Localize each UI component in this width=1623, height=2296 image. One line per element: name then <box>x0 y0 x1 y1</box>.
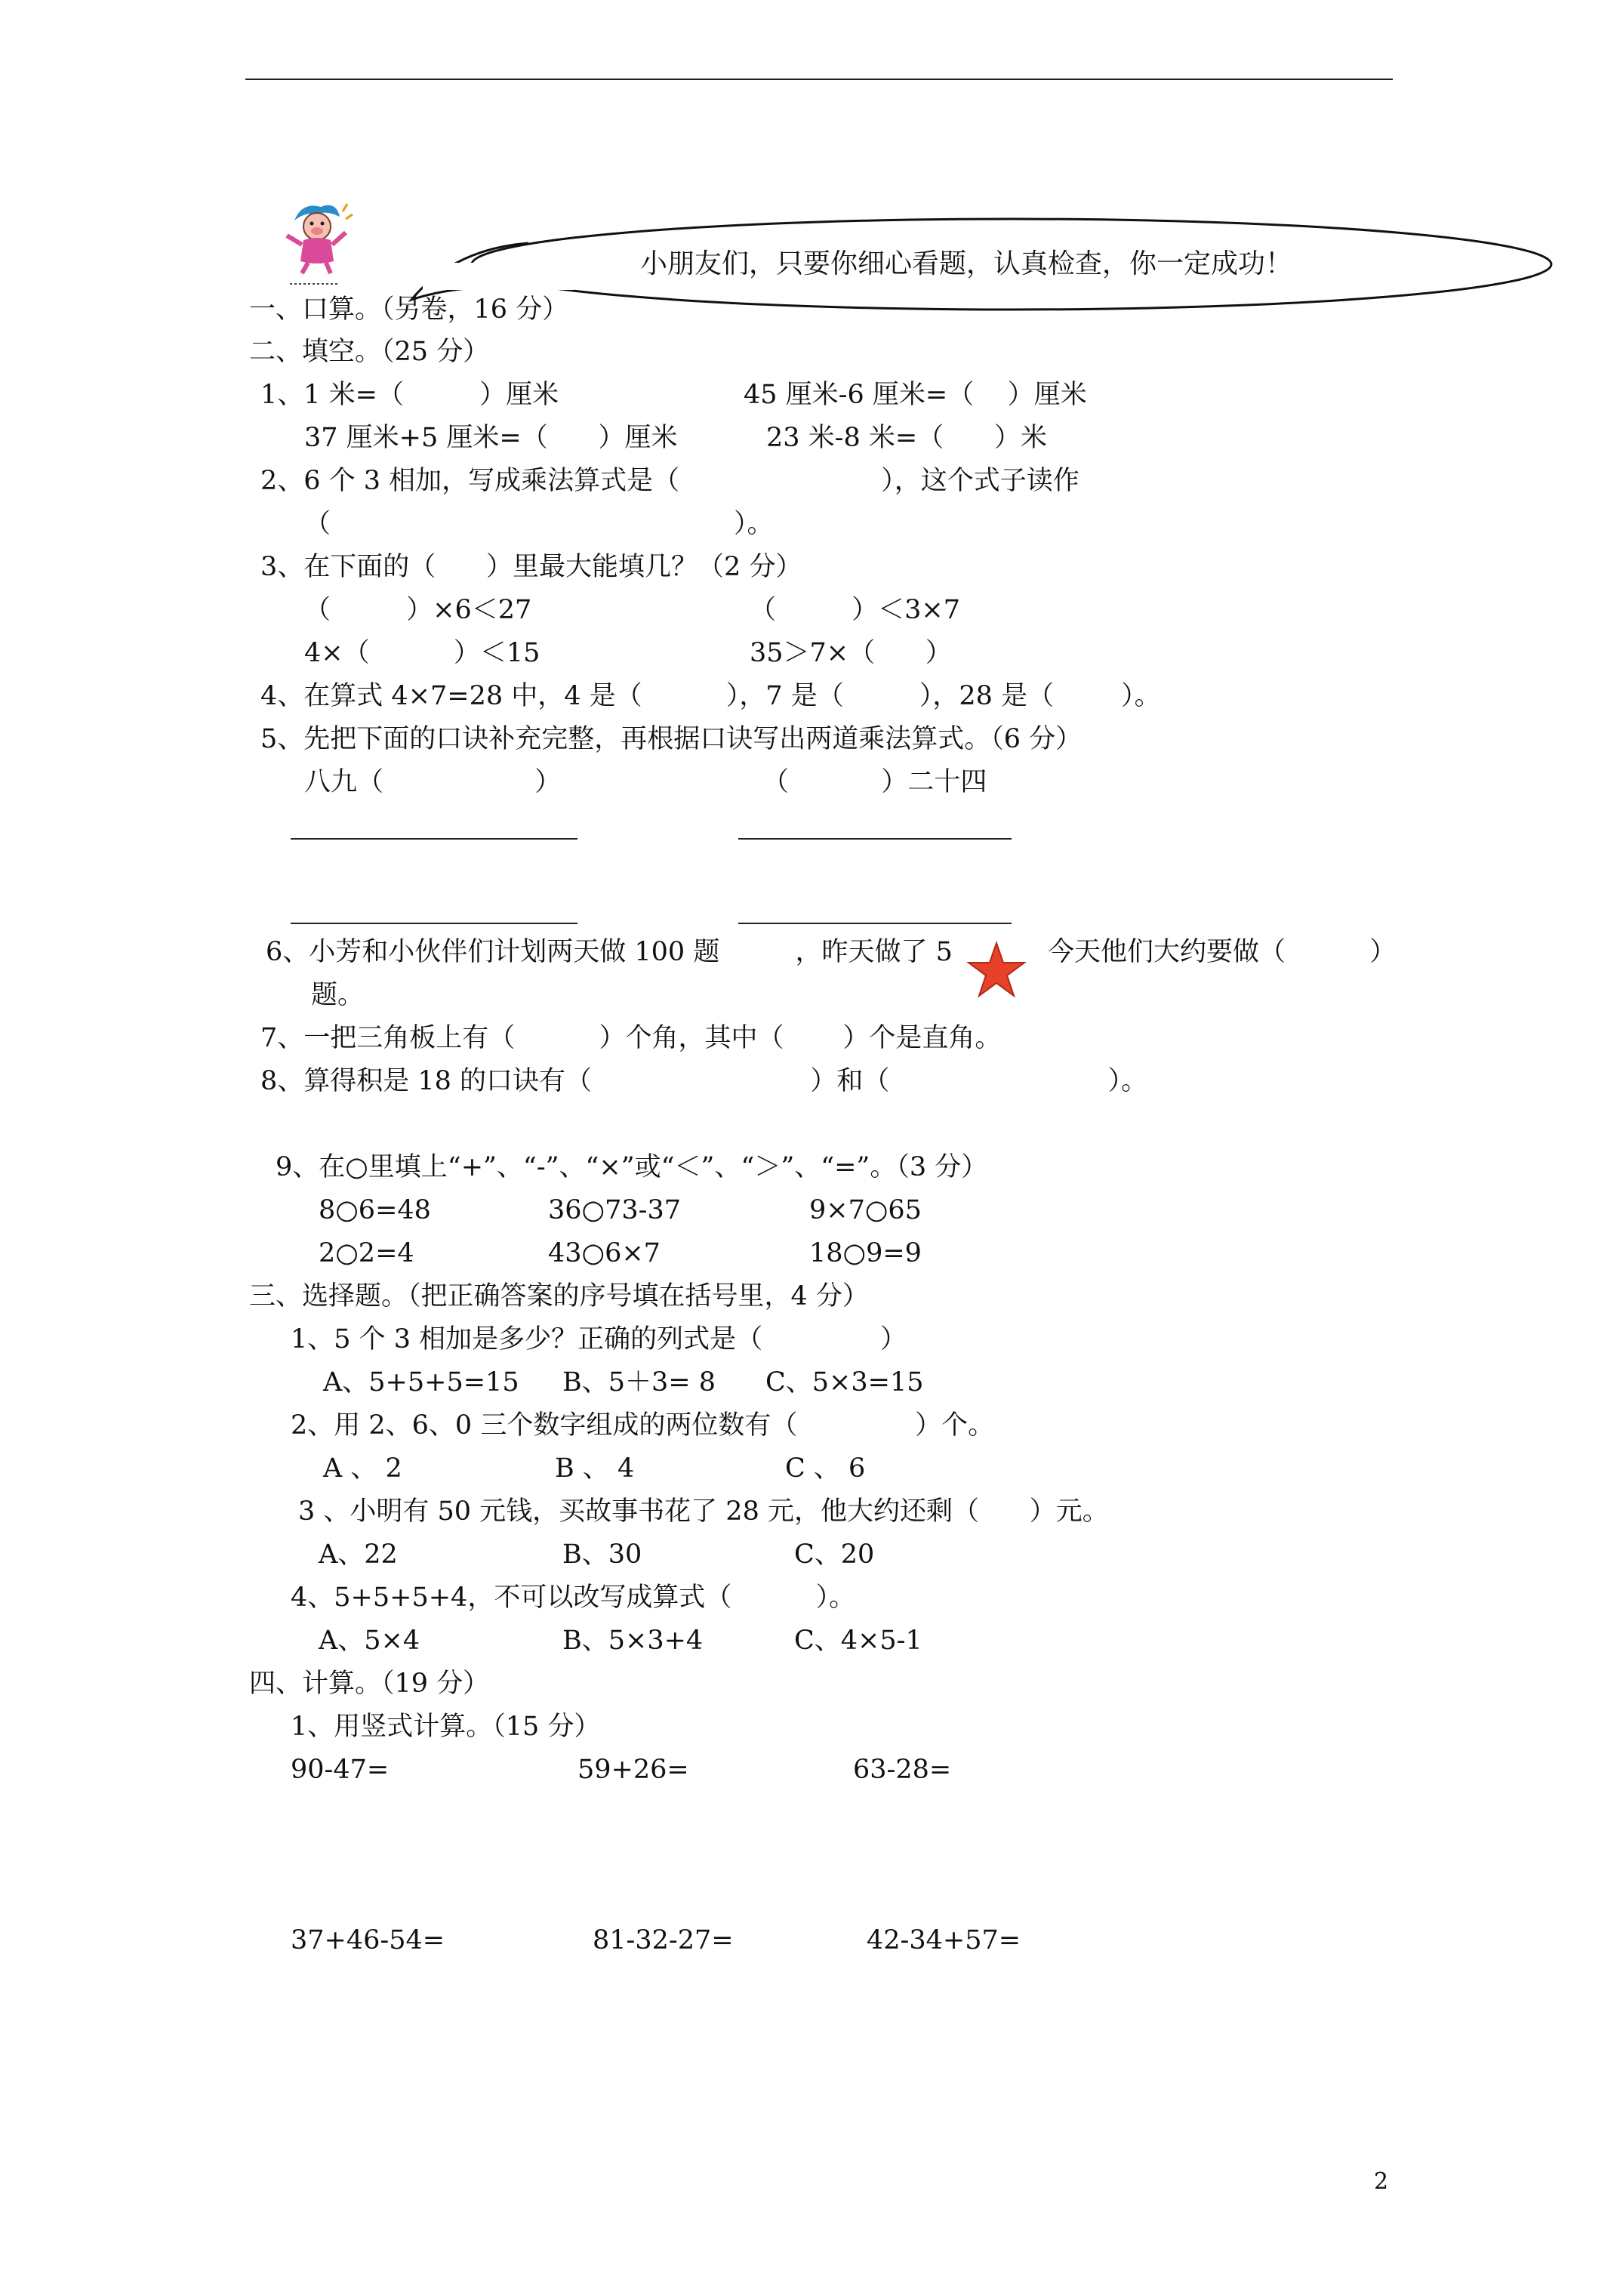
choice-c3a: A、22 <box>319 1539 398 1570</box>
fill-q9d: 2○2=4 <box>319 1238 414 1268</box>
fill-q9f: 18○9=9 <box>809 1238 922 1268</box>
calc-e6: 42-34+57= <box>867 1925 1021 1955</box>
choice-c4c: C、4×5-1 <box>794 1626 922 1656</box>
fill-q5: 5、先把下面的口诀补充完整，再根据口诀写出两道乘法算式。（6 分） <box>260 724 1083 754</box>
fill-q9b: 36○73-37 <box>548 1195 681 1225</box>
choice-c4a: A、5×4 <box>319 1626 420 1656</box>
fill-q1a: 1、1 米=（ ）厘米 <box>260 380 559 410</box>
calc-e4: 37+46-54= <box>291 1925 445 1955</box>
fill-q3: 3、在下面的（ ）里最大能填几？（2 分） <box>260 552 802 582</box>
fill-q3b: （ ）＜3×7 <box>750 595 960 625</box>
fill-q5a: 八九（ ） <box>304 767 562 797</box>
answer-line <box>291 838 577 840</box>
section-1-title: 一、口算。（另卷，16 分） <box>249 294 569 325</box>
choice-c3b: B、30 <box>562 1539 642 1570</box>
bubble-text: 小朋友们，只要你细心看题，认真检查，你一定成功！ <box>640 248 1293 279</box>
choice-c1b: B、5＋3= 8 <box>562 1367 716 1398</box>
section-4-title: 四、计算。（19 分） <box>249 1669 490 1699</box>
fill-q9: 9、在○里填上“+”、“-”、“×”或“＜”、“＞”、“=”。（3 分） <box>276 1152 988 1182</box>
star-icon <box>966 940 1027 1000</box>
fill-q3c: 4×（ ）＜15 <box>304 638 540 668</box>
fill-q6b: 今天他们大约要做（ ） <box>1048 937 1397 967</box>
fill-q6c: 题。 <box>311 980 365 1010</box>
calc-title: 1、用竖式计算。（15 分） <box>291 1712 601 1742</box>
choice-c2a: A 、 2 <box>323 1453 402 1484</box>
fill-q1c: 37 厘米+5 厘米=（ ）厘米 <box>304 423 678 453</box>
fill-q4: 4、在算式 4×7=28 中，4 是（ ），7 是（ ），28 是（ ）。 <box>260 681 1161 711</box>
choice-c4: 4、5+5+5+4，不可以改写成算式（ ）。 <box>291 1583 856 1613</box>
fill-q1b: 45 厘米-6 厘米=（ ）厘米 <box>744 380 1087 410</box>
fill-q2b: （ ）。 <box>304 509 774 539</box>
fill-q2a: 2、6 个 3 相加，写成乘法算式是（ ），这个式子读作 <box>260 466 1079 496</box>
section-3-title: 三、选择题。（把正确答案的序号填在括号里，4 分） <box>249 1281 869 1311</box>
fill-q9c: 9×7○65 <box>809 1195 922 1225</box>
fill-q9a: 8○6=48 <box>319 1195 431 1225</box>
answer-line <box>738 923 1012 924</box>
choice-c1c: C、5×3=15 <box>765 1367 924 1398</box>
answer-line <box>738 838 1012 840</box>
fill-q7: 7、一把三角板上有（ ）个角，其中（ ）个是直角。 <box>260 1023 1002 1053</box>
page-number: 2 <box>1374 2168 1389 2195</box>
fill-q1d: 23 米-8 米=（ ）米 <box>766 423 1047 453</box>
choice-c1a: A、5+5+5=15 <box>323 1367 519 1398</box>
choice-c3c: C、20 <box>794 1539 875 1570</box>
answer-line <box>291 923 577 924</box>
calc-e1: 90-47= <box>291 1755 390 1785</box>
fill-q6a: 6、小芳和小伙伴们计划两天做 100 题 ，昨天做了 5 <box>266 937 953 967</box>
choice-c3: 3 、小明有 50 元钱，买故事书花了 28 元，他大约还剩（ ）元。 <box>298 1496 1109 1527</box>
fill-q9e: 43○6×7 <box>548 1238 661 1268</box>
calc-e3: 63-28= <box>853 1755 952 1785</box>
section-2-title: 二、填空。（25 分） <box>249 337 490 367</box>
calc-e2: 59+26= <box>577 1755 689 1785</box>
fill-q3a: （ ）×6＜27 <box>304 595 532 625</box>
fill-q5b: （ ）二十四 <box>762 767 987 797</box>
choice-c4b: B、5×3+4 <box>562 1626 704 1656</box>
fill-q3d: 35＞7×（ ） <box>750 638 952 668</box>
choice-c2b: B 、 4 <box>555 1453 635 1484</box>
mascot-icon <box>279 198 355 288</box>
choice-c2: 2、用 2、6、0 三个数字组成的两位数有（ ）个。 <box>291 1410 995 1441</box>
calc-e5: 81-32-27= <box>593 1925 734 1955</box>
choice-c1: 1、5 个 3 相加是多少？正确的列式是（ ） <box>291 1324 907 1354</box>
fill-q8: 8、算得积是 18 的口诀有（ ）和（ ）。 <box>260 1066 1148 1096</box>
choice-c2c: C 、 6 <box>785 1453 866 1484</box>
